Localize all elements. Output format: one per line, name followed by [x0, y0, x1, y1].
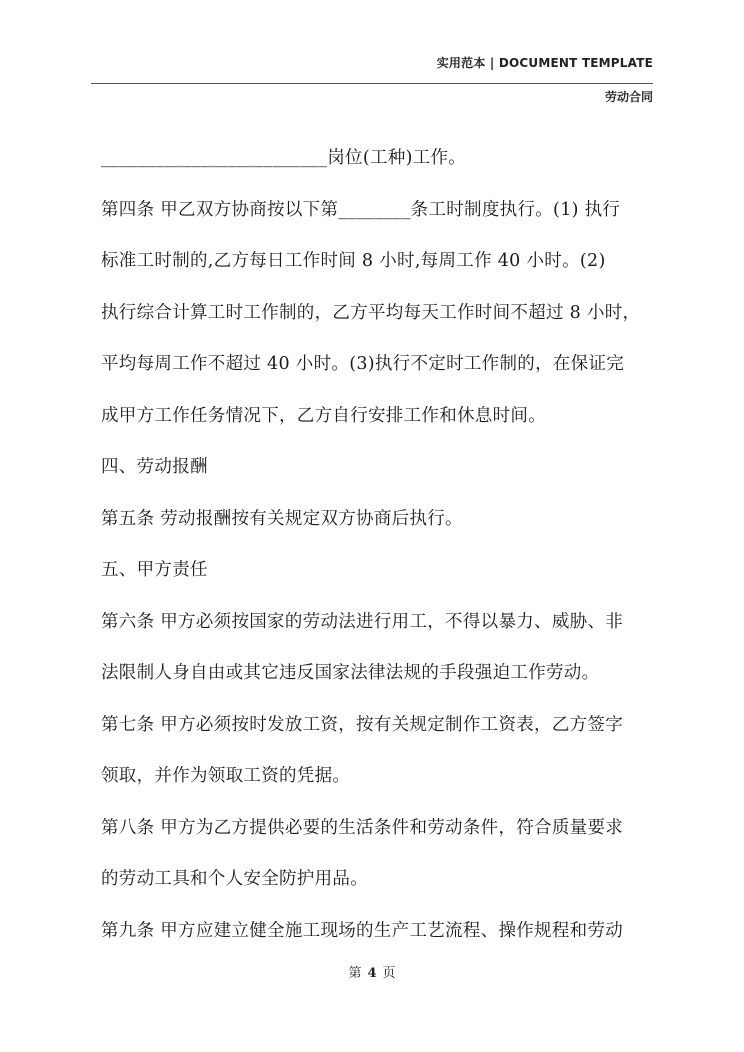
body-line: 第九条 甲方应建立健全施工现场的生产工艺流程、操作规程和劳动 [101, 920, 624, 941]
page-number: 4 [367, 966, 377, 981]
header-divider [91, 83, 653, 84]
body-line: 领取，并作为领取工资的凭据。 [101, 766, 351, 786]
header-subtitle: 劳动合同 [604, 90, 653, 104]
body-line: 成甲方工作任务情况下，乙方自行安排工作和休息时间。 [101, 405, 546, 426]
body-line: 第八条 甲方为乙方提供必要的生活条件和劳动条件，符合质量要求 [101, 817, 624, 838]
body-line: 平均每周工作不超过 40 小时。(3)执行不定时工作制的，在保证完 [101, 354, 625, 374]
body-line: 执行综合计算工时工作制的，乙方平均每天工作时间不超过 8 小时， [101, 302, 641, 323]
body-line: 第五条 劳动报酬按有关规定双方协商后执行。 [101, 508, 463, 529]
body-line: 的劳动工具和个人安全防护用品。 [101, 869, 368, 889]
footer-suffix: 页 [382, 966, 396, 981]
body-line: 第四条 甲乙双方协商按以下第________条工时制度执行。(1) 执行 [101, 199, 621, 220]
footer-prefix: 第 [348, 966, 362, 981]
body-line: 第七条 甲方必须按时发放工资，按有关规定制作工资表，乙方签字 [101, 714, 624, 735]
body-line: _________________________岗位(工种)工作。 [101, 148, 467, 168]
section-heading: 四、劳动报酬 [101, 457, 208, 477]
document-body [101, 138, 661, 962]
body-line: 第六条 甲方必须按国家的劳动法进行用工，不得以暴力、威胁、非 [101, 611, 624, 632]
body-line: 法限制人身自由或其它违反国家法律法规的手段强迫工作劳动。 [101, 663, 600, 683]
page-footer [0, 962, 744, 981]
header-title: 实用范本 | DOCUMENT TEMPLATE [436, 56, 653, 70]
section-heading: 五、甲方责任 [101, 560, 208, 580]
body-line: 标准工时制的,乙方每日工作时间 8 小时,每周工作 40 小时。(2) [101, 251, 606, 271]
